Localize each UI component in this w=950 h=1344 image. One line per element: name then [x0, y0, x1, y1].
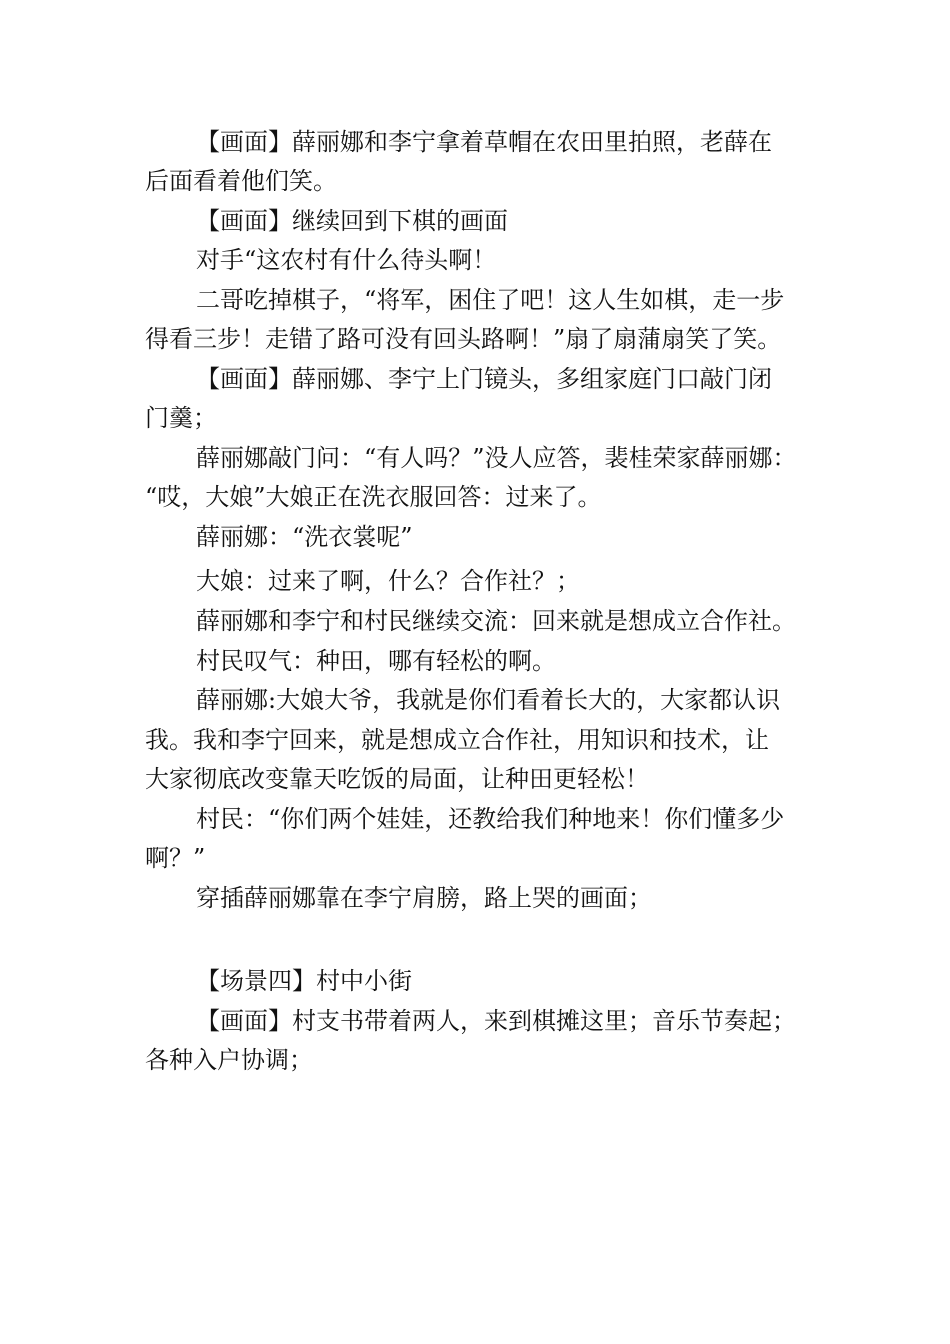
paragraph-line: 我。我和李宁回来，就是想成立合作社，用知识和技术，让: [145, 726, 769, 754]
paragraph-line: 穿插薛丽娜靠在李宁肩膀，路上哭的画面；: [196, 884, 652, 912]
paragraph-line: 薛丽娜敲门问：“有人吗？”没人应答，裴桂荣家薛丽娜：: [196, 444, 797, 472]
paragraph-line: 门羹；: [145, 404, 217, 432]
paragraph-line: 村民：“你们两个娃娃，还教给我们种地来！你们懂多少: [196, 805, 785, 833]
paragraph-line: 二哥吃掉棋子，“将军，困住了吧！这人生如棋，走一步: [196, 286, 785, 314]
paragraph-line: 薛丽娜：“洗衣裳呢”: [196, 523, 413, 551]
paragraph-line: 【画面】薛丽娜、李宁上门镜头，多组家庭门口敲门闭: [196, 365, 772, 393]
paragraph-line: 【画面】村支书带着两人，来到棋摊这里；音乐节奏起；: [196, 1007, 796, 1035]
paragraph-line: 【画面】继续回到下棋的画面: [196, 207, 508, 235]
scene-heading: 【场景四】村中小街: [196, 967, 412, 995]
paragraph-line: 大娘：过来了啊，什么？合作社？；: [196, 567, 580, 595]
paragraph-line: 得看三步！走错了路可没有回头路啊！”扇了扇蒲扇笑了笑。: [145, 325, 782, 353]
paragraph-line: 薛丽娜:大娘大爷，我就是你们看着长大的，大家都认识: [196, 686, 781, 714]
paragraph-line: 对手“这农村有什么待头啊！: [196, 246, 497, 274]
paragraph-line: 村民叹气：种田，哪有轻松的啊。: [196, 647, 556, 675]
paragraph-line: 后面看着他们笑。: [145, 167, 337, 195]
paragraph-line: 大家彻底改变靠天吃饭的局面，让种田更轻松！: [145, 765, 649, 793]
paragraph-line: “哎，大娘”大娘正在洗衣服回答：过来了。: [145, 483, 602, 511]
paragraph-line: 啊？”: [145, 844, 206, 872]
paragraph-line: 各种入户协调；: [145, 1046, 313, 1074]
paragraph-line: 【画面】薛丽娜和李宁拿着草帽在农田里拍照，老薛在: [196, 128, 772, 156]
paragraph-line: 薛丽娜和李宁和村民继续交流：回来就是想成立合作社。: [196, 607, 796, 635]
